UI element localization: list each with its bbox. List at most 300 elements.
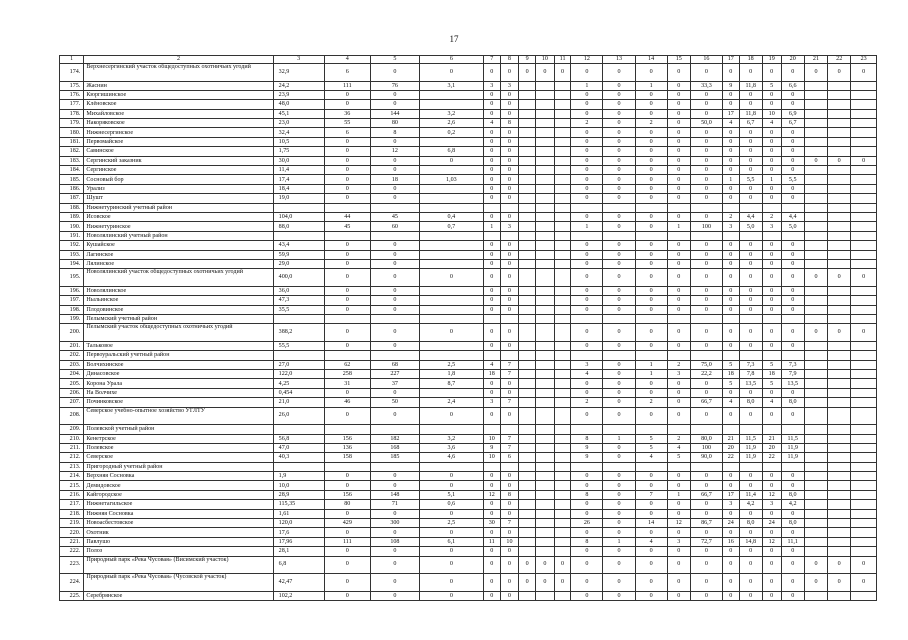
table-cell: 23,0 (273, 119, 324, 128)
table-cell: 2 (722, 212, 739, 221)
table-cell: 0 (635, 481, 667, 490)
table-cell: 0 (762, 547, 781, 556)
table-cell: Природный парк «Река Чусовая» (Чусовской участок) (84, 574, 273, 592)
table-cell: 0 (781, 528, 804, 537)
column-header: 23 (851, 56, 877, 64)
table-cell (667, 203, 690, 212)
table-cell: 0 (690, 184, 722, 193)
table-cell: 181. (60, 137, 84, 146)
table-cell: 8 (371, 128, 420, 137)
table-cell: 5 (762, 360, 781, 369)
table-cell: 0 (324, 137, 370, 146)
table-cell: 0 (603, 156, 635, 165)
table-cell (804, 241, 827, 250)
table-cell: 0 (483, 296, 500, 305)
table-cell (554, 296, 571, 305)
table-cell: 0 (371, 305, 420, 314)
table-cell: 4 (483, 119, 500, 128)
table-cell: 26,0 (273, 407, 324, 425)
table-cell: 0 (667, 269, 690, 287)
table-cell: 0 (762, 64, 781, 82)
table-cell: 0 (324, 472, 370, 481)
table-cell: 4,2 (781, 500, 804, 509)
table-cell: 0 (571, 379, 603, 388)
table-cell (535, 184, 554, 193)
table-cell: 0 (762, 250, 781, 259)
table-cell: 4,25 (273, 379, 324, 388)
table-cell: 0 (483, 500, 500, 509)
table-cell (851, 296, 877, 305)
table-cell: 80,0 (690, 434, 722, 443)
table-cell: 0 (483, 379, 500, 388)
table-cell: 0 (324, 269, 370, 287)
table-cell (804, 425, 827, 434)
table-cell: 0 (571, 574, 603, 592)
table-cell (535, 305, 554, 314)
table-row (60, 100, 877, 109)
table-cell (781, 314, 804, 323)
table-row (60, 147, 877, 156)
table-cell: 0 (739, 64, 762, 82)
table-cell: Кюргишинское (84, 90, 273, 99)
table-row (60, 574, 877, 592)
table-cell (828, 100, 851, 109)
table-cell (519, 443, 536, 452)
table-cell: 0 (483, 591, 500, 600)
table-cell (554, 407, 571, 425)
table-cell: 5,0 (781, 222, 804, 231)
table-cell (483, 425, 500, 434)
table-cell (554, 100, 571, 109)
table-cell: 23,9 (273, 90, 324, 99)
table-cell: 0 (851, 324, 877, 342)
table-cell: 10 (762, 109, 781, 118)
table-cell: 0 (739, 324, 762, 342)
table-cell (739, 351, 762, 360)
table-cell: 183. (60, 156, 84, 165)
table-row (60, 547, 877, 556)
table-cell: 185 (371, 453, 420, 462)
table-cell: 0 (635, 556, 667, 574)
table-cell: Плодовинское (84, 305, 273, 314)
table-cell (828, 259, 851, 268)
table-cell (554, 481, 571, 490)
table-cell: 0 (483, 109, 500, 118)
table-cell: 11,9 (739, 453, 762, 462)
table-cell (535, 100, 554, 109)
page-number: 17 (449, 34, 459, 44)
table-cell (535, 462, 554, 471)
table-cell: 0 (603, 360, 635, 369)
table-cell (519, 324, 536, 342)
table-cell: Новолялинский учетный район (84, 231, 273, 240)
table-cell: 0 (324, 324, 370, 342)
table-cell: 3 (667, 370, 690, 379)
table-cell: 0 (500, 379, 519, 388)
table-cell: Михайловское (84, 109, 273, 118)
table-cell: 122,0 (273, 370, 324, 379)
table-cell (828, 472, 851, 481)
table-cell: 0 (781, 574, 804, 592)
table-cell: 40,3 (273, 453, 324, 462)
table-cell: 0 (690, 388, 722, 397)
table-cell: 0 (667, 528, 690, 537)
table-cell: 18 (483, 370, 500, 379)
table-cell: 0 (667, 119, 690, 128)
table-cell: 0 (722, 574, 739, 592)
table-cell (535, 591, 554, 600)
table-cell: 2,4 (419, 398, 483, 407)
table-cell: 194. (60, 259, 84, 268)
table-cell: 0 (722, 472, 739, 481)
table-cell: 20 (722, 443, 739, 452)
table-cell (535, 398, 554, 407)
table-cell: 8,0 (781, 490, 804, 499)
table-cell: 0 (781, 156, 804, 165)
table-cell: 0 (739, 90, 762, 99)
table-cell (519, 528, 536, 537)
table-cell (519, 286, 536, 295)
table-cell (535, 472, 554, 481)
table-cell (804, 490, 827, 499)
table-cell (535, 166, 554, 175)
table-cell (828, 490, 851, 499)
table-cell: 0 (690, 407, 722, 425)
table-cell (851, 194, 877, 203)
table-cell: 220. (60, 528, 84, 537)
table-cell: 6 (500, 453, 519, 462)
table-cell: 0 (554, 574, 571, 592)
table-cell (851, 100, 877, 109)
table-cell: 0 (667, 472, 690, 481)
table-cell: Савинское (84, 147, 273, 156)
table-cell: 0 (500, 109, 519, 118)
table-cell: 0 (603, 241, 635, 250)
table-cell: 0 (500, 90, 519, 99)
table-cell: 225. (60, 591, 84, 600)
table-cell (739, 231, 762, 240)
table-cell (828, 341, 851, 350)
table-cell: 0 (500, 137, 519, 146)
table-cell: 0 (603, 250, 635, 259)
table-cell: 0 (603, 591, 635, 600)
table-cell: 0 (762, 90, 781, 99)
table-cell: 0 (500, 286, 519, 295)
table-cell (535, 90, 554, 99)
table-cell: 0 (371, 250, 420, 259)
table-cell: 2 (571, 119, 603, 128)
table-cell (519, 379, 536, 388)
table-cell: 0 (500, 509, 519, 518)
table-cell (851, 388, 877, 397)
table-cell: 0 (690, 137, 722, 146)
table-cell: 0 (690, 156, 722, 165)
table-cell: 0 (635, 305, 667, 314)
table-cell (419, 388, 483, 397)
table-cell: 0 (371, 194, 420, 203)
table-cell (535, 434, 554, 443)
table-cell: 7,3 (781, 360, 804, 369)
table-cell: 0 (781, 100, 804, 109)
table-cell (804, 472, 827, 481)
table-cell: 7 (500, 398, 519, 407)
table-cell: 1 (603, 434, 635, 443)
table-cell: 0 (739, 250, 762, 259)
table-cell: 26 (571, 519, 603, 528)
column-header: 3 (273, 56, 324, 64)
table-cell: 190. (60, 222, 84, 231)
table-row (60, 481, 877, 490)
table-cell: 0 (667, 100, 690, 109)
table-cell (419, 296, 483, 305)
table-cell (804, 128, 827, 137)
table-cell: 185. (60, 175, 84, 184)
table-cell: 0 (739, 472, 762, 481)
table-cell: 1,61 (273, 509, 324, 518)
table-cell (519, 462, 536, 471)
table-cell: 0 (571, 90, 603, 99)
table-cell (828, 90, 851, 99)
table-cell: 5 (762, 81, 781, 90)
table-cell (804, 462, 827, 471)
table-cell: 24 (722, 519, 739, 528)
table-cell: 3,6 (419, 443, 483, 452)
table-cell (519, 296, 536, 305)
table-cell (851, 481, 877, 490)
table-cell: 0 (500, 212, 519, 221)
table-cell: 187. (60, 194, 84, 203)
table-cell (804, 370, 827, 379)
table-cell: 0 (722, 286, 739, 295)
table-cell: 10,5 (273, 137, 324, 146)
table-cell: 227 (371, 370, 420, 379)
table-cell (571, 462, 603, 471)
table-cell: 45,1 (273, 109, 324, 118)
table-cell: 0 (371, 259, 420, 268)
table-cell (762, 462, 781, 471)
table-cell: 0 (371, 156, 420, 165)
table-cell: 42,47 (273, 574, 324, 592)
table-cell: 17,6 (273, 528, 324, 537)
table-cell (535, 481, 554, 490)
table-cell: 168 (371, 443, 420, 452)
table-cell: 0 (851, 269, 877, 287)
table-cell: Ныльинское (84, 296, 273, 305)
table-cell: 7 (500, 360, 519, 369)
table-cell: 0 (635, 156, 667, 165)
table-cell: 0 (371, 100, 420, 109)
table-cell: 0 (667, 241, 690, 250)
table-cell (519, 109, 536, 118)
table-cell (828, 203, 851, 212)
table-cell: 0 (667, 379, 690, 388)
table-cell (762, 314, 781, 323)
table-cell: 17,4 (273, 175, 324, 184)
table-cell: 0 (371, 324, 420, 342)
table-row (60, 360, 877, 369)
table-cell (535, 222, 554, 231)
table-cell: Сергинское (84, 166, 273, 175)
table-cell (535, 250, 554, 259)
table-cell: 32,4 (273, 128, 324, 137)
table-cell: 0 (483, 166, 500, 175)
table-cell (419, 241, 483, 250)
table-cell (851, 81, 877, 90)
table-cell (519, 184, 536, 193)
table-cell (603, 314, 635, 323)
table-cell (804, 90, 827, 99)
table-cell: Новолялинский участок общедоступных охотничьих угодий (84, 269, 273, 287)
table-cell: 0 (635, 324, 667, 342)
table-cell (419, 259, 483, 268)
table-cell: 22 (722, 453, 739, 462)
table-cell (554, 241, 571, 250)
table-cell: 1 (635, 81, 667, 90)
table-cell: 0 (781, 147, 804, 156)
table-cell: 1,8 (419, 370, 483, 379)
table-cell: 219. (60, 519, 84, 528)
table-cell: Полоз (84, 547, 273, 556)
table-cell (554, 305, 571, 314)
table-cell: 0 (739, 166, 762, 175)
table-cell: 20 (762, 443, 781, 452)
table-cell: 0 (635, 388, 667, 397)
table-cell: 5,1 (419, 490, 483, 499)
table-cell: 0 (554, 556, 571, 574)
table-cell: 0 (781, 259, 804, 268)
table-cell (828, 509, 851, 518)
table-cell: 24,2 (273, 81, 324, 90)
table-cell (554, 259, 571, 268)
table-cell: 0 (500, 156, 519, 165)
table-cell (554, 453, 571, 462)
table-cell: 0 (739, 147, 762, 156)
table-cell (635, 314, 667, 323)
table-cell: 0 (828, 556, 851, 574)
table-cell: 0 (324, 286, 370, 295)
table-cell: 0 (781, 128, 804, 137)
table-cell (828, 370, 851, 379)
table-cell: Природный парк «Река Чусовая» (Висимский участок) (84, 556, 273, 574)
table-cell (828, 481, 851, 490)
table-cell: 0 (690, 109, 722, 118)
table-cell: 46 (324, 398, 370, 407)
table-cell (828, 500, 851, 509)
table-cell: 3 (483, 398, 500, 407)
table-cell (690, 462, 722, 471)
table-row (60, 250, 877, 259)
column-header: 5 (371, 56, 420, 64)
table-cell (419, 305, 483, 314)
table-cell: 0 (690, 500, 722, 509)
table-cell (804, 147, 827, 156)
table-header-row (60, 56, 877, 64)
table-cell: 0 (635, 109, 667, 118)
table-cell (635, 425, 667, 434)
table-cell (535, 286, 554, 295)
table-cell: 0 (635, 574, 667, 592)
table-cell (828, 537, 851, 546)
table-cell: 0 (571, 109, 603, 118)
table-cell: 0 (571, 547, 603, 556)
table-cell (635, 231, 667, 240)
table-cell: 0 (603, 453, 635, 462)
table-cell (535, 156, 554, 165)
table-cell: 0 (739, 591, 762, 600)
table-cell (804, 231, 827, 240)
table-cell: 0 (667, 324, 690, 342)
table-row (60, 425, 877, 434)
table-cell (419, 166, 483, 175)
table-cell: 8 (571, 434, 603, 443)
table-cell: 4 (635, 537, 667, 546)
table-cell: 0 (828, 64, 851, 82)
table-cell: 0 (828, 574, 851, 592)
table-cell (519, 212, 536, 221)
table-cell: 66,7 (690, 398, 722, 407)
table-cell (571, 351, 603, 360)
table-cell (851, 241, 877, 250)
table-cell (828, 212, 851, 221)
table-cell: 0 (722, 137, 739, 146)
table-cell: 0 (739, 156, 762, 165)
table-cell (828, 194, 851, 203)
table-cell: 0 (483, 388, 500, 397)
table-cell (554, 147, 571, 156)
table-cell: 5 (667, 453, 690, 462)
table-cell: 0 (535, 556, 554, 574)
table-cell: 0 (667, 81, 690, 90)
table-cell: 0 (635, 472, 667, 481)
table-cell: Корона Урала (84, 379, 273, 388)
table-cell: 2,5 (419, 519, 483, 528)
table-cell: 0 (603, 547, 635, 556)
table-cell: 195. (60, 269, 84, 287)
table-cell: 71 (371, 500, 420, 509)
table-cell: 0 (635, 286, 667, 295)
table-cell (554, 212, 571, 221)
table-cell: 0 (690, 509, 722, 518)
table-cell (690, 314, 722, 323)
table-cell: 0 (603, 184, 635, 193)
table-cell: 111 (324, 537, 370, 546)
column-header: 18 (739, 56, 762, 64)
table-cell: 0 (419, 156, 483, 165)
table-cell: 0 (781, 547, 804, 556)
table-cell (603, 425, 635, 434)
table-cell: 1 (571, 222, 603, 231)
table-cell: 0 (571, 250, 603, 259)
table-cell: 0 (781, 64, 804, 82)
table-cell: 0 (519, 64, 536, 82)
table-cell: 0 (500, 324, 519, 342)
table-row (60, 351, 877, 360)
table-cell: Волчихинское (84, 360, 273, 369)
column-header: 7 (483, 56, 500, 64)
table-cell: 0 (535, 64, 554, 82)
table-cell: 0 (603, 556, 635, 574)
table-cell (828, 222, 851, 231)
table-cell: 0 (762, 128, 781, 137)
table-cell (554, 591, 571, 600)
table-cell: 0 (781, 591, 804, 600)
table-cell: 0 (667, 296, 690, 305)
table-cell: 0 (571, 269, 603, 287)
table-cell: 0 (739, 269, 762, 287)
table-cell (828, 434, 851, 443)
table-cell: 0 (519, 556, 536, 574)
table-cell: 3 (667, 537, 690, 546)
